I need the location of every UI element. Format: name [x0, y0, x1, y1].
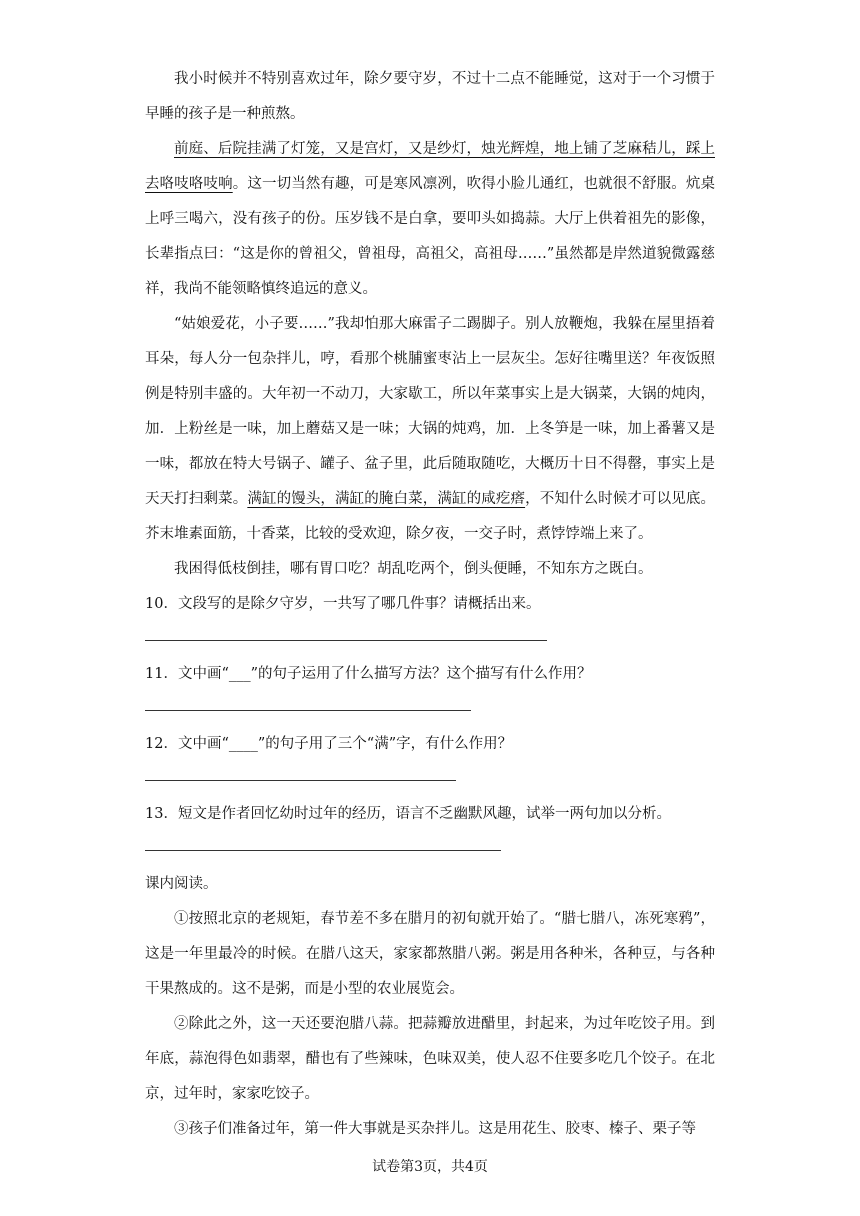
passage1-p1-text: 我小时候并不特别喜欢过年，除夕要守岁，不过十二点不能睡觉，这对于一个习惯于早睡的孩子是一种煎熬。 [145, 71, 715, 122]
answer-line-11[interactable] [145, 710, 471, 711]
section2-paragraph-2 [145, 1007, 715, 1112]
exam-page [145, 62, 715, 1147]
passage1-paragraph-1 [145, 62, 715, 132]
passage1-p2-rest: 。这一切当然有趣，可是寒风凛冽，吹得小脸儿通红，也就很不舒服。炕桌上呼三喝六，没有孩子的份。压岁钱不是白拿，要叩头如捣蒜。大厅上供着祖先的影像，长辈指点曰：“这是你的曾祖父，曾祖母，高祖父，高祖母……”虽然都是岸然道貌微露慈祥，我尚不能领略慎终追远的意义。 [145, 176, 716, 297]
answer-line-12[interactable] [145, 780, 456, 781]
section2-p1-text: ①按照北京的老规矩，春节差不多在腊月的初旬就开始了。“腊七腊八，冻死寒鸦”，这是一年里最冷的时候。在腊八这天，家家都熬腊八粥。粥是用各种米，各种豆，与各种干果熬成的。这不是粥，而是小型的农业展览会。 [145, 911, 715, 997]
page-footer [0, 1156, 860, 1176]
underlined-sentence-three-man: 满缸的馒头，满缸的腌白菜，满缸的咸疙瘩 [247, 491, 526, 507]
answer-line-10[interactable] [145, 640, 547, 641]
section2-paragraph-1 [145, 902, 715, 1007]
passage1-paragraph-3 [145, 307, 715, 552]
question-11: 11．文中画“___”的句子运用了什么描写方法？这个描写有什么作用？ [145, 666, 592, 682]
question-13: 13．短文是作者回忆幼时过年的经历，语言不乏幽默风趣，试举一两句加以分析。 [145, 806, 671, 822]
passage1-p3-before: “姑娘爱花，小子要……”我却怕那大麻雷子二踢脚子。别人放鞭炮，我躲在屋里捂着耳朵，每人分一包杂拌儿，哼，看那个桃脯蜜枣沾上一层灰尘。怎好往嘴里送？年夜饭照例是特别丰盛的。大年初一不动刀，大家歇工，所以年菜事实上是大锅菜，大锅的炖肉，加．上粉丝是一味，加上蘑菇又是一味；大锅的炖鸡，加．上冬笋是一味，加上番薯又是一味，都放在特大号锅子、罐子、盆子里，此后随取随吃，大概历十日不得罄，事实上是天天打扫剩菜。 [145, 316, 715, 507]
passage1-paragraph-2 [145, 132, 715, 307]
section2-p2-text: ②除此之外，这一天还要泡腊八蒜。把蒜瓣放进醋里，封起来，为过年吃饺子用。到年底，蒜泡得色如翡翠，醋也有了些辣味，色味双美，使人忍不住要多吃几个饺子。在北京，过年时，家家吃饺子。 [145, 1016, 715, 1102]
passage1-paragraph-4 [145, 552, 715, 587]
underlined-sentence-lantern: 前庭、后院挂满了灯笼，又是宫灯，又是纱灯，烛光辉煌，地上铺了芝麻秸儿，踩上去咯吱咯吱响 [145, 141, 715, 192]
page-number-label: 试卷第3页，共4页 [372, 1159, 488, 1175]
question-10: 10．文段写的是除夕守岁，一共写了哪几件事？请概括出来。 [145, 596, 541, 612]
section2-paragraph-3 [145, 1112, 715, 1147]
section2-p3-text: ③孩子们准备过年，第一件大事就是买杂拌儿。这是用花生、胶枣、榛子、栗子等 [174, 1121, 696, 1137]
passage1-p4-text: 我困得低枝倒挂，哪有胃口吃？胡乱吃两个，倒头便睡，不知东方之既白。 [174, 561, 653, 577]
question-12: 12．文中画“____”的句子用了三个“满”字，有什么作用？ [145, 736, 513, 752]
answer-line-13[interactable] [145, 850, 501, 851]
passage1-p3-after: ，不知什么时候才可以见底。芥末堆素面筋，十香菜，比较的受欢迎，除夕夜，一交子时，煮饽饽端上来了。 [145, 491, 716, 542]
section2-heading: 课内阅读。 [145, 876, 218, 892]
